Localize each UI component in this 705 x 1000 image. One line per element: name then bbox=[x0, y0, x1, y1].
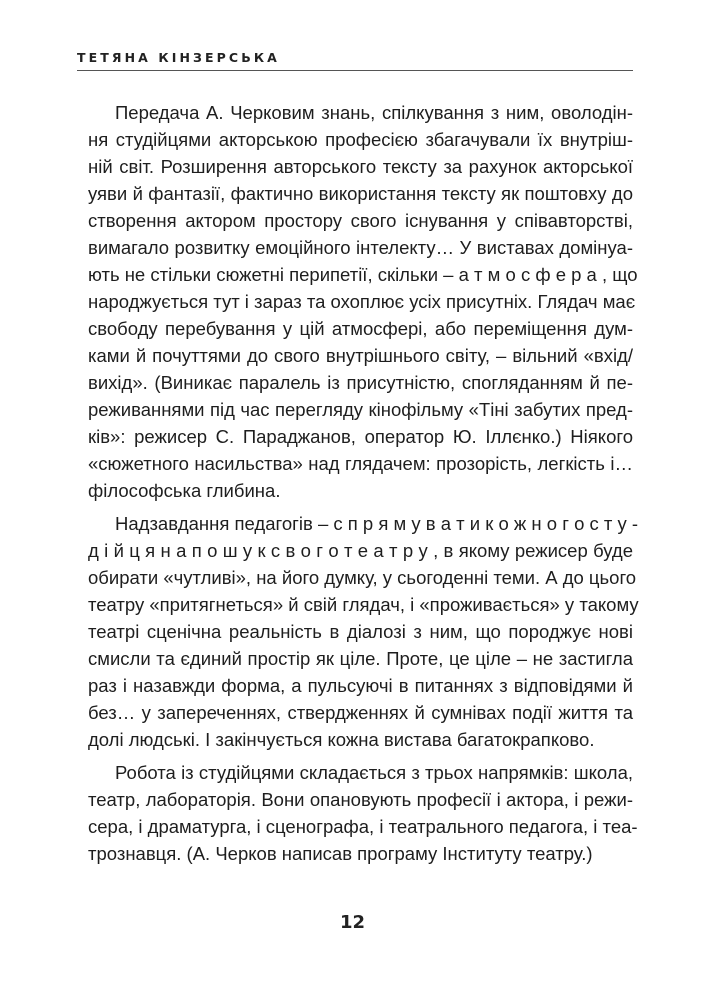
paragraph-1-line: вихід». (Виникає паралель із присутністю, спогляданням й пе- bbox=[88, 372, 633, 393]
paragraph-1-line: Передача А. Черковим знань, спілкування з ним, оволодін- bbox=[115, 102, 633, 123]
paragraph-1-line: «сюжетного насильства» над глядачем: прозорість, легкість і… bbox=[88, 453, 633, 474]
paragraph-1-line: ків»: режисер С. Параджанов, оператор Ю. Іллєнко.) Ніякого bbox=[88, 426, 633, 447]
paragraph-2-line: обирати «чутливі», на його думку, у сьогоденні теми. А до цього bbox=[88, 567, 637, 588]
running-header: ТЕТЯНА КІНЗЕРСЬКА bbox=[77, 50, 280, 65]
paragraph-2-line: смисли та єдиний простір як ціле. Проте, це ціле – не застигла bbox=[88, 648, 633, 669]
paragraph-3-line: сера, і драматурга, і сценографа, і театрального педагога, і теа- bbox=[88, 816, 638, 837]
paragraph-3-line: Робота із студійцями складається з трьох напрямків: школа, bbox=[115, 762, 633, 783]
paragraph-1-line: ють не стільки сюжетні перипетії, скільки – а т м о с ф е р а , що bbox=[88, 264, 638, 285]
paragraph-1-line: свободу перебування у цій атмосфері, або переміщення дум- bbox=[88, 318, 633, 339]
paragraph-3-line: театр, лабораторія. Вони опановують професії і актора, і режи- bbox=[88, 789, 633, 810]
paragraph-1-line: ками й почуттями до свого внутрішнього світу, – вільний «вхід/ bbox=[88, 345, 633, 366]
body-text bbox=[88, 99, 639, 867]
paragraph-2-line: театрі сценічна реальність в діалозі з ним, що породжує нові bbox=[88, 621, 633, 642]
paragraph-3-line: трознавця. (А. Черков написав програму Інституту театру.) bbox=[88, 843, 593, 864]
paragraph-1-line: вимагало розвитку емоційного інтелекту… У виставах домінуа- bbox=[88, 237, 633, 258]
paragraph-1-line: реживаннями під час перегляду кінофільму «Тіні забутих пред- bbox=[88, 399, 633, 420]
paragraph-1-line: філософська глибина. bbox=[88, 480, 281, 501]
paragraph-2-line: долі людські. І закінчується кожна вистава багатокрапково. bbox=[88, 729, 595, 750]
paragraph-1-line: створення актором простору свого існування у співавторстві, bbox=[88, 210, 633, 231]
paragraph-1-line: ня студійцями акторською професією збагачували їх внутріш- bbox=[88, 129, 633, 150]
paragraph-1-line: ній світ. Розширення авторського тексту за рахунок акторської bbox=[88, 156, 633, 177]
paragraph-2-line: раз і назавжди форма, а пульсуючі в питаннях з відповідями й bbox=[88, 675, 633, 696]
paragraph-2-line: театру «притягнеться» й свій глядач, і «проживається» у такому bbox=[88, 594, 639, 615]
paragraph-2-line: без… у запереченнях, ствердженнях й сумнівах події життя та bbox=[88, 702, 633, 723]
paragraph-1-line: народжується тут і зараз та охоплює усіх присутніх. Глядач має bbox=[88, 291, 636, 312]
header-rule bbox=[77, 70, 633, 71]
paragraph-2-line: д і й ц я н а п о ш у к с в о г о т е а т р у , в якому режисер буде bbox=[88, 540, 633, 561]
page-number: 12 bbox=[339, 912, 366, 933]
paragraph-2-line: Надзавдання педагогів – с п р я м у в а т и к о ж н о г о с т у - bbox=[115, 513, 639, 534]
paragraph-1-line: уяви й фантазії, фактично використання тексту як поштовху до bbox=[88, 183, 633, 204]
